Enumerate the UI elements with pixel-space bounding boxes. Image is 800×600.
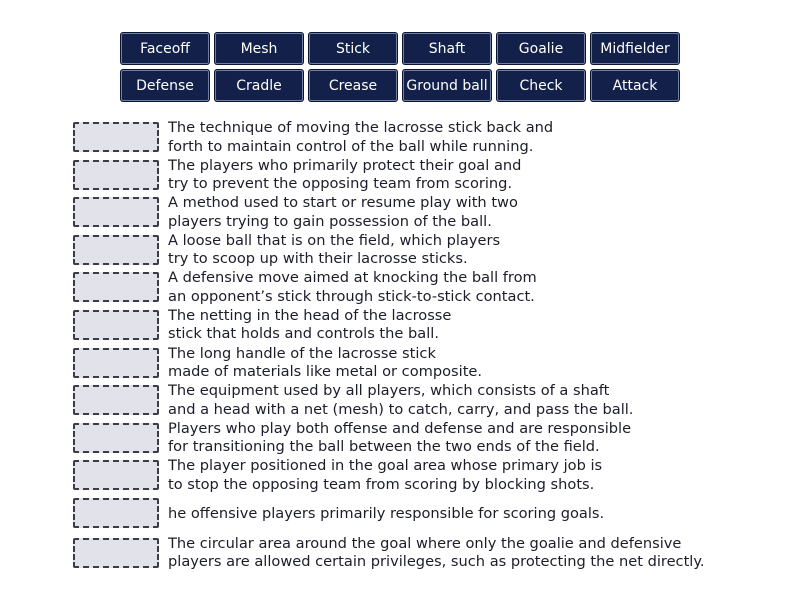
definition-row xyxy=(73,194,773,232)
definition-row xyxy=(73,269,773,307)
definition-row xyxy=(73,157,773,195)
word-tile-cradle[interactable]: Cradle xyxy=(214,69,304,102)
definition-text: The equipment used by all players, which consists of a shaft and a head with a net (mesh) to catch, carry, and pass the ball. xyxy=(168,382,634,418)
word-bank xyxy=(120,32,680,102)
definition-row xyxy=(73,232,773,270)
definition-text: The player positioned in the goal area whose primary job is to stop the opposing team from scoring by blocking shots. xyxy=(168,457,603,493)
word-tile-stick[interactable]: Stick xyxy=(308,32,398,65)
answer-drop-zone[interactable] xyxy=(73,498,159,528)
answer-drop-zone[interactable] xyxy=(73,122,159,152)
definition-text: A method used to start or resume play with two players trying to gain possession of the ball. xyxy=(168,194,518,230)
word-tile-goalie[interactable]: Goalie xyxy=(496,32,586,65)
word-tile-crease[interactable]: Crease xyxy=(308,69,398,102)
definition-text: The long handle of the lacrosse stick made of materials like metal or composite. xyxy=(168,344,483,381)
word-tile-defense[interactable]: Defense xyxy=(120,69,210,102)
answer-drop-zone[interactable] xyxy=(73,423,159,453)
answer-drop-zone[interactable] xyxy=(73,235,159,265)
word-tile-attack[interactable]: Attack xyxy=(590,69,680,102)
definition-row xyxy=(73,535,773,573)
definition-row xyxy=(73,420,773,458)
definition-text: he offensive players primarily responsible for scoring goals. xyxy=(168,504,605,522)
word-tile-midfielder[interactable]: Midfielder xyxy=(590,32,680,65)
answer-drop-zone[interactable] xyxy=(73,197,159,227)
definition-text: The netting in the head of the lacrosse stick that holds and controls the ball. xyxy=(168,306,452,343)
answer-drop-zone[interactable] xyxy=(73,160,159,190)
definition-text: A loose ball that is on the field, which players try to scoop up with their lacrosse sticks. xyxy=(168,231,501,268)
definition-row xyxy=(73,495,773,535)
definition-row xyxy=(73,457,773,495)
answer-drop-zone[interactable] xyxy=(73,348,159,378)
word-tile-check[interactable]: Check xyxy=(496,69,586,102)
word-tile-ground-ball[interactable]: Ground ball xyxy=(402,69,492,102)
answer-drop-zone[interactable] xyxy=(73,385,159,415)
definition-row xyxy=(73,119,773,157)
answer-drop-zone[interactable] xyxy=(73,538,159,568)
definition-text: The technique of moving the lacrosse stick back and forth to maintain control of the ball while running. xyxy=(168,119,554,155)
word-tile-mesh[interactable]: Mesh xyxy=(214,32,304,65)
definition-text: A defensive move aimed at knocking the ball from an opponent’s stick through stick-to-stick contact. xyxy=(168,269,537,305)
definition-row xyxy=(73,307,773,345)
answer-drop-zone[interactable] xyxy=(73,272,159,302)
definition-list xyxy=(73,119,773,573)
word-tile-shaft[interactable]: Shaft xyxy=(402,32,492,65)
definition-text: The players who primarily protect their goal and try to prevent the opposing team from scoring. xyxy=(168,156,522,193)
definition-row xyxy=(73,345,773,383)
definition-text: The circular area around the goal where only the goalie and defensive players are allowed certain privileges, such as protecting the net directly. xyxy=(168,534,705,571)
definition-row xyxy=(73,382,773,420)
word-tile-faceoff[interactable]: Faceoff xyxy=(120,32,210,65)
answer-drop-zone[interactable] xyxy=(73,310,159,340)
definition-text: Players who play both offense and defense and are responsible for transitioning the ball between the two ends of the field. xyxy=(168,419,632,456)
answer-drop-zone[interactable] xyxy=(73,460,159,490)
